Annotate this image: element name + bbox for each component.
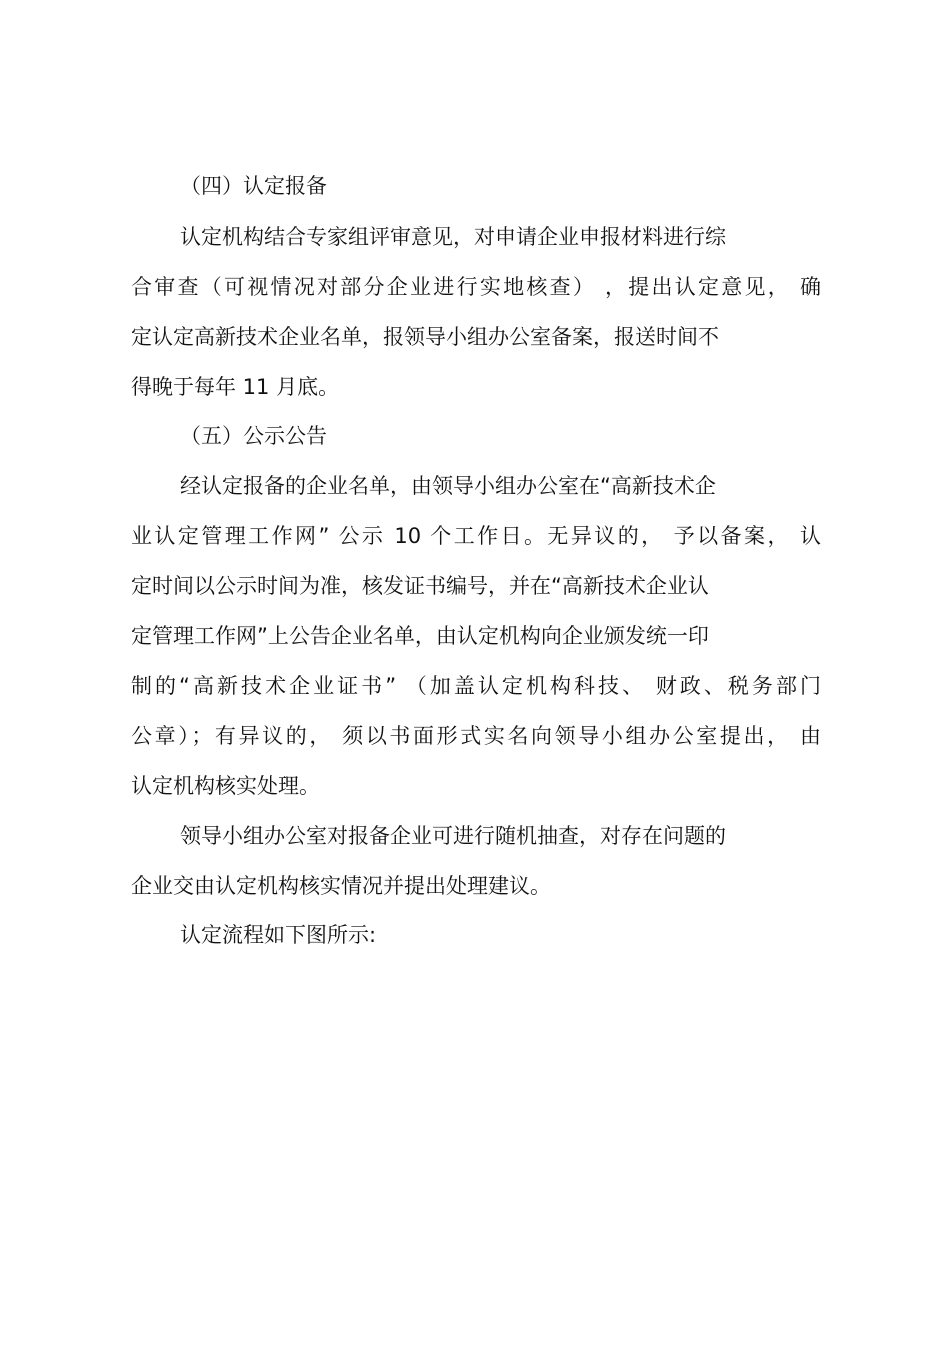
paragraph-1-line-4: 得晚于每年 11 月底。 [131,375,340,399]
paragraph-2-line-4: 定管理工作网”上公告企业名单，由认定机构向企业颁发统一印 [131,624,709,648]
paragraph-3-line-2: 企业交由认定机构核实情况并提出处理建议。 [131,874,551,898]
paragraph-2-line-2: 业认定管理工作网” 公示 10 个工作日。无异议的， 予以备案， 认 [131,524,821,548]
paragraph-1-line-2: 合审查（可视情况对部分企业进行实地核查） ，提出认定意见， 确 [131,275,821,299]
paragraph-2-line-5: 制的“高新技术企业证书” （加盖认定机构科技、 财政、税务部门 [131,674,821,698]
paragraph-2-line-1: 经认定报备的企业名单，由领导小组办公室在“高新技术企 [180,474,716,498]
section-heading-4: （四）认定报备 [180,174,327,198]
paragraph-3-line-1: 领导小组办公室对报备企业可进行随机抽查，对存在问题的 [180,824,726,848]
closing-line: 认定流程如下图所示: [180,923,377,947]
paragraph-2-line-6: 公章）；有异议的， 须以书面形式实名向领导小组办公室提出， 由 [131,724,821,748]
paragraph-2-line-7: 认定机构核实处理。 [131,774,320,798]
paragraph-2-line-3: 定时间以公示时间为准，核发证书编号，并在“高新技术企业认 [131,574,709,598]
paragraph-1-line-3: 定认定高新技术企业名单，报领导小组办公室备案，报送时间不 [131,325,719,349]
paragraph-1-line-1: 认定机构结合专家组评审意见，对申请企业申报材料进行综 [180,225,726,249]
section-heading-5: （五）公示公告 [180,424,327,448]
